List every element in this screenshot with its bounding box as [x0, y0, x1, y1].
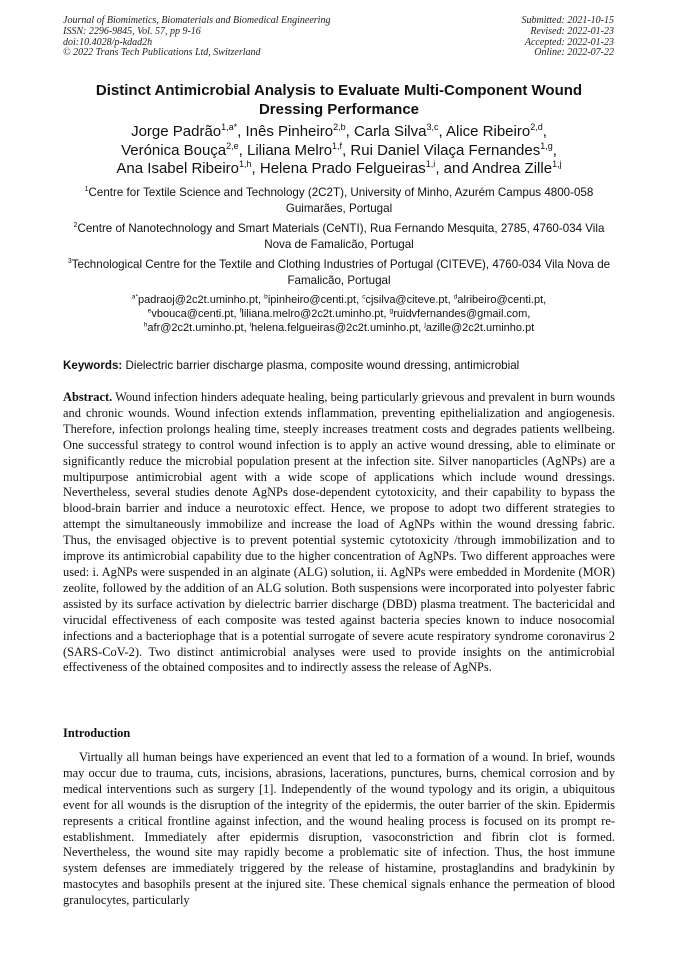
email[interactable]: $^d$alribeiro@centi.pt	[453, 293, 544, 306]
journal-copyright: © 2022 Trans Tech Publications Ltd, Switzerland	[63, 47, 261, 59]
author: Alice Ribeiro$^{2,d}$,	[446, 122, 547, 140]
email[interactable]: $^j$azille@2c2t.uminho.pt	[424, 321, 535, 334]
affiliation: $^1$Centre for Textile Science and Technology (2C2T), University of Minho, Azurém Campus 4800-058 Guimarães, Portugal	[84, 186, 594, 215]
keywords	[63, 358, 615, 373]
date-accepted: Accepted: 2022-01-23	[524, 36, 614, 48]
date-revised: Revised: 2022-01-23	[530, 25, 614, 37]
email[interactable]: $^f$liliana.melro@2c2t.uminho.pt	[239, 307, 384, 320]
paper-title: Distinct Antimicrobial Analysis to Evaluate Multi-Component Wound Dressing Performance	[95, 82, 583, 118]
date-online: Online: 2022-07-22	[534, 47, 614, 59]
email[interactable]: $^b$ipinheiro@centi.pt	[264, 293, 357, 306]
email[interactable]: $^i$helena.felgueiras@2c2t.uminho.pt	[249, 321, 419, 334]
author: Liliana Melro$^{1,f}$,	[247, 140, 351, 159]
author: Verónica Bouça$^{2,e}$,	[121, 140, 247, 159]
journal-doi: doi:10.4028/p-kdad2h	[63, 36, 153, 48]
email[interactable]: $^c$cjsilva@citeve.pt	[362, 293, 448, 306]
email[interactable]: $^h$afr@2c2t.uminho.pt	[143, 321, 244, 334]
section-heading-introduction: Introduction	[63, 726, 131, 740]
email[interactable]: $^e$vbouca@centi.pt	[147, 307, 234, 320]
abstract	[63, 390, 615, 676]
journal-name: Journal of Biomimetics, Biomaterials and Biomedical Engineering	[63, 15, 331, 26]
abstract-text: Wound infection hinders adequate healing, being particularly grievous and prevalent in burn wounds and chronic wounds. Wound infection extends inflammation, preventing epithelialization and angiogenesis. Therefore, infection prolongs healing time, steeply increases treatment costs and degrades patients wellbeing. One successful strategy to control wound infection is to apply an active wound dressing, able to eliminate or significantly reduce the microbial population present at the infection site. Silver nanoparticles (AgNPs) are a multipurpose antimicrobial agent with a wide scope of applications which include wound dressings. Nevertheless, several studies denote AgNPs dose-dependent cytotoxicity, and their capability to bypass the blood-brain barrier and induce a neurotoxic effect. Hence, we propose to adopt two different strategies to attempt the simultaneously immobilize and increase the load of AgNPs within the wound dressing fabric. Thus, the envisaged objective is to prevent potential systemic cytotoxicity /through immobilization and to improve its antimicrobial capability due to the higher concentration of AgNPs. Two different approaches were used: i. AgNPs were suspended in an alginate (ALG) solution, ii. AgNPs were embedded in Mordenite (MOR) zeolite, followed by the addition of an ALG solution. Both suspensions were incorporated into polyester fabric assisted by its surface activation by dielectric barrier discharge (DBD) plasma treatment. The bactericidal and virucidal effectiveness of each composite was tested against bacteria species known to induce nosocomial infections and a bacteriophage that is a potential surrogate of severe acute respiratory syndrome coronavirus 2 (SARS-CoV-2). Two distinct antimicrobial analyses were used to provide insights on the antimicrobial effectiveness of the obtained composites and to indirectly assess the release of AgNPs.	[63, 390, 615, 675]
journal-issn: ISSN: 2296-9845, Vol. 57, pp 9-16	[63, 25, 201, 37]
affiliation: $^3$Technological Centre for the Textile and Clothing Industries of Portugal (CITEVE), 4760-034 Vila Nova de Famalicão, Portugal	[67, 258, 611, 287]
author-emails: $^{a*}$padraoj@2c2t.uminho.pt, $^b$ipinheiro@centi.pt, $^c$cjsilva@citeve.pt, $^d$alribeiro@centi.pt, $^e$vbouca@centi.pt, $^f$liliana.melro@2c2t.uminho.pt, $^g$ruidvfernandes@gmail.com, $^h$afr@2c2t.uminho.pt, $^i$helena.felgueiras@2c2t.uminho.pt, $^j$azille@2c2t.uminho.pt	[131, 293, 547, 334]
submission-dates	[522, 16, 615, 59]
keywords-text: Dielectric barrier discharge plasma, composite wound dressing, antimicrobial	[122, 359, 520, 372]
abstract-label: Abstract.	[63, 390, 113, 404]
author: Helena Prado Felgueiras$^{1,i}$, and	[259, 159, 473, 177]
author: Rui Daniel Vilaça Fernandes$^{1,g}$,	[350, 140, 557, 159]
author-list	[63, 123, 615, 179]
author: Ana Isabel Ribeiro$^{1,h}$,	[116, 159, 260, 177]
author: Jorge Padrão$^{1,a*}$,	[131, 122, 246, 140]
author: Andrea Zille$^{1,j}$	[472, 159, 562, 177]
introduction-paragraph: Virtually all human beings have experienced an event that led to a formation of a wound. In brief, wounds may occur due to trauma, cuts, incisions, abrasions, lacerations, punctures, burns, chemical corrosion and by medical interventions such as surgery [1]. Independently of the wound typology and its origin, a ubiquitous event for all wounds is the disruption of the integrity of the epidermis, the outer barrier of the skin. Epidermis represents a critical frontline against infection, and the wound healing process is focused on its prompt re-establishment. Immediately after epidermis disruption, vasoconstriction and fibrin clot is formed. Nevertheless, the wound site may rapidly become a problematic site of infection. Thus, the host immune system defenses are immediately triggered by the release of histamine, prostaglandins and bradykinin by mastocytes and basophils present at the injured site. These chemical signals enhance the permeation of blood granulocytes, particularly	[63, 750, 615, 908]
author: Carla Silva$^{3,c}$,	[353, 122, 446, 140]
journal-header	[63, 16, 330, 59]
date-submitted: Submitted: 2021-10-15	[521, 15, 614, 26]
email[interactable]: $^{a*}$padraoj@2c2t.uminho.pt	[131, 293, 259, 306]
author: Inês Pinheiro$^{2,b}$,	[245, 122, 354, 140]
keywords-label: Keywords:	[63, 359, 123, 372]
affiliation: $^2$Centre of Nanotechnology and Smart Materials (CeNTI), Rua Fernando Mesquita, 2785, 4760-034 Vila Nova de Famalicão, Portugal	[73, 222, 605, 251]
email[interactable]: $^g$ruidvfernandes@gmail.com	[389, 307, 528, 320]
